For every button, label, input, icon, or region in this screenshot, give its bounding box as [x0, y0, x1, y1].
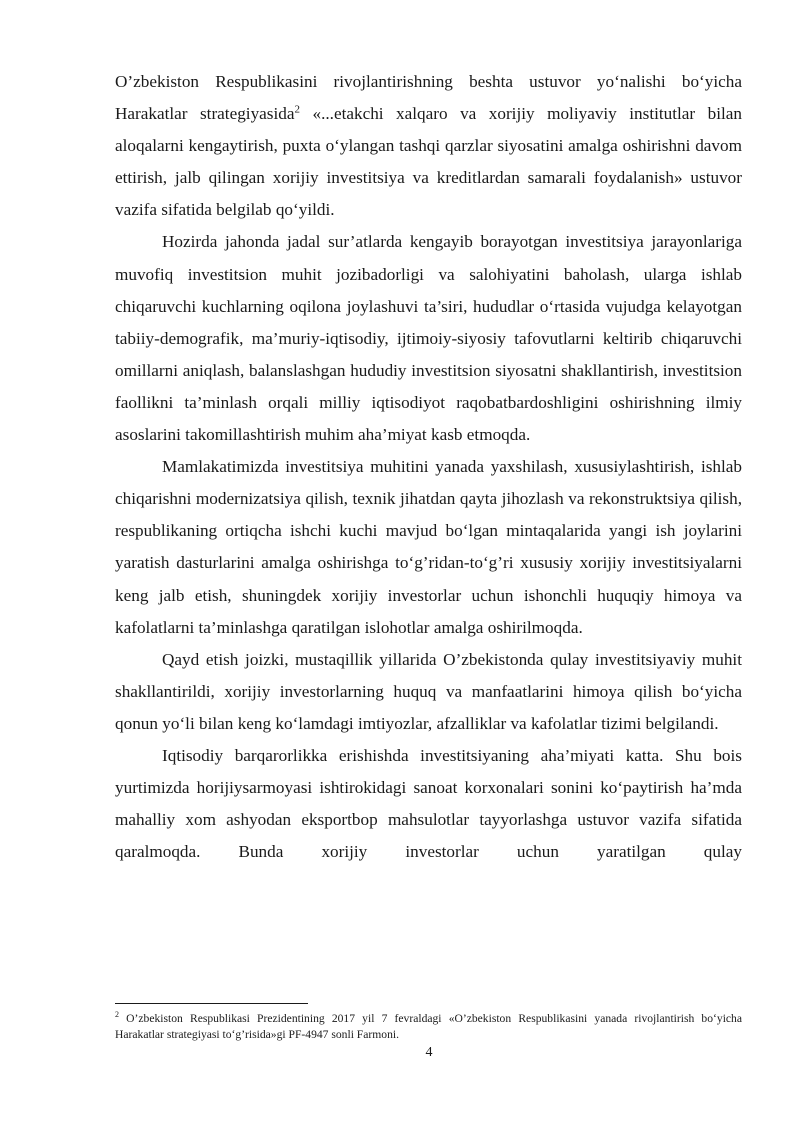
footnote-text: O’zbekiston Respublikasi Prezidentining 2017 yil 7 fevraldagi «O’zbekiston Respublikasini yanada rivojlantirish bo‘yicha Harakatlar strategiyasi to‘g’risida»gi PF-4947 sonli Farmoni. — [115, 1012, 742, 1041]
paragraph-1-text: O’zbekiston Respublikasini rivojlantirishning beshta ustuvor yo‘nalishi bo‘yicha Harakatlar strategiyasida — [115, 72, 742, 124]
paragraph-1-text-cont: «...etakchi xalqaro va xorijiy moliyaviy institutlar bilan aloqalarni kengaytirish, puxta o‘ylangan tashqi qarzlar siyosatini amalga oshirishni davom ettirish, jalb qilingan xorijiy investitsiya va kreditlardan samarali foydalanish» ustuvor vazifa sifatida belgilab qo‘yildi. — [115, 104, 742, 220]
footnote-separator — [115, 1003, 308, 1004]
paragraph-2: Hozirda jahonda jadal sur’atlarda kengayib borayotgan investitsiya jarayonlariga muvofiq investitsion muhit jozibadorligi va salohiyatini baholash, ularga ishlab chiqaruvchi kuchlarning oqilona joylashuvi ta’siri, hududlar o‘rtasida vujudga kelayotgan tabiiy-demografik, ma’muriy-iqtisodiy, ijtimoiy-siyosiy tafovutlarni keltirib chiqaruvchi omillarni aniqlash, balanslashgan hududiy investitsion siyosatni shakllantirish, investitsion faollikni ta’minlash orqali milliy iqtisodiyot raqobatbardoshligini oshirishning ilmiy asoslarini takomillashtirish muhim aha’miyat kasb etmoqda. — [115, 232, 742, 445]
page-number: 4 — [425, 1045, 433, 1060]
body-text — [115, 66, 742, 868]
paragraph-3: Mamlakatimizda investitsiya muhitini yanada yaxshilash, xususiylashtirish, ishlab chiqarishni modernizatsiya qilish, texnik jihatdan qayta jihozlash va rekonstruktsiya qilish, respublikaning ortiqcha ishchi kuchi mavjud bo‘lgan mintaqalarida yangi ish joylarini yaratish dasturlarini amalga oshirishga to‘g’ridan-to‘g’ri xususiy xorijiy investitsiyalarni keng jalb etish, shuningdek xorijiy investorlar uchun ishonchli huquqiy himoya va kafolatlarni ta’minlashga qaratilgan islohotlar amalga oshirilmoqda. — [115, 457, 742, 637]
footnote — [115, 1011, 742, 1042]
paragraph-4: Qayd etish joizki, mustaqillik yillarida O’zbekistonda qulay investitsiyaviy muhit shakllantirildi, xorijiy investorlarning huquq va manfaatlarini himoya qilish bo‘yicha qonun yo‘li bilan keng ko‘lamdagi imtiyozlar, afzalliklar va kafolatlar tizimi belgilandi. — [115, 649, 742, 733]
footnote-reference[interactable]: 2 — [294, 103, 300, 116]
footnote-mark: 2 — [115, 1010, 119, 1020]
paragraph-5: Iqtisodiy barqarorlikka erishishda investitsiyaning aha’miyati katta. Shu bois yurtimizda horijiysarmoyasi ishtirokidagi sanoat korxonalari sonini ko‘paytirish ha’mda mahalliy xom ashyodan eksportbop mahsulotlar tayyorlashga ustuvor vazifa sifatida qaralmoqda. Bunda xorijiy investorlar uchun yaratilgan qulay — [115, 745, 742, 862]
paragraph-1 — [115, 66, 742, 226]
